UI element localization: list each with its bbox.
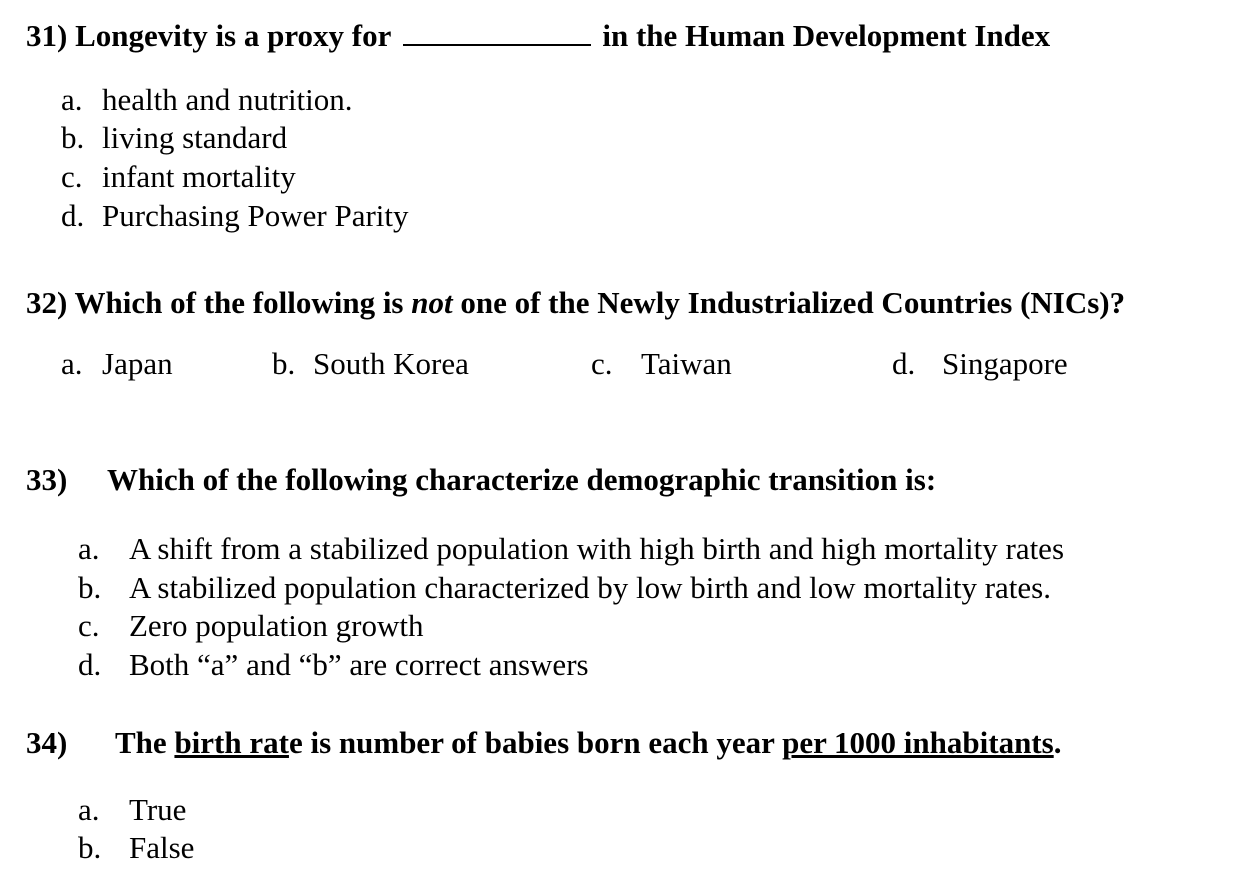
- option-letter: a.: [78, 792, 100, 827]
- option-letter: b.: [78, 570, 102, 605]
- question-31-title: [26, 20, 1050, 51]
- question-33-title: [26, 464, 936, 495]
- option-letter: d.: [78, 647, 102, 682]
- option-letter: d.: [892, 346, 916, 381]
- question-32-title: [26, 287, 1125, 318]
- answer-option[interactable]: [892, 348, 1068, 379]
- option-text: Singapore: [942, 346, 1068, 381]
- option-text: Taiwan: [641, 346, 732, 381]
- answer-option[interactable]: [61, 84, 353, 115]
- option-text: True: [129, 792, 187, 827]
- question-number: 32): [26, 285, 68, 320]
- option-letter: c.: [78, 608, 100, 643]
- option-text: Purchasing Power Parity: [102, 198, 409, 233]
- option-letter: a.: [78, 531, 100, 566]
- question-text: Which of the following characterize demographic transition is:: [107, 462, 937, 497]
- option-text: Japan: [102, 346, 173, 381]
- option-letter: a.: [61, 346, 83, 381]
- option-letter: d.: [61, 198, 85, 233]
- option-text: False: [129, 830, 195, 865]
- question-text: The: [115, 725, 167, 760]
- question-number: 31): [26, 18, 68, 53]
- option-text: Both “a” and “b” are correct answers: [129, 647, 589, 682]
- question-34-title: [26, 727, 1061, 758]
- question-text: one of the Newly Industrialized Countries (NICs)?: [460, 285, 1126, 320]
- question-text: Which of the following is: [74, 285, 404, 320]
- question-text: e is number of babies born each year: [288, 725, 775, 760]
- question-number: 33): [26, 462, 68, 497]
- question-number: 34): [26, 725, 68, 760]
- answer-option[interactable]: [78, 794, 186, 825]
- underlined-term: per 1000 inhabitants: [782, 725, 1054, 760]
- answer-option[interactable]: [272, 348, 469, 379]
- question-emphasis: not: [411, 285, 453, 320]
- answer-blank: [403, 43, 591, 46]
- option-letter: b.: [272, 346, 296, 381]
- option-text: living standard: [102, 120, 288, 155]
- option-letter: c.: [591, 346, 613, 381]
- answer-option[interactable]: [78, 610, 423, 641]
- option-letter: a.: [61, 82, 83, 117]
- option-letter: b.: [61, 120, 85, 155]
- option-text: infant mortality: [102, 159, 296, 194]
- question-text: .: [1053, 725, 1062, 760]
- question-text: Longevity is a proxy for: [75, 18, 391, 53]
- underlined-term: birth rat: [174, 725, 289, 760]
- answer-option[interactable]: [591, 348, 732, 379]
- answer-option[interactable]: [61, 161, 296, 192]
- option-letter: b.: [78, 830, 102, 865]
- option-text: A stabilized population characterized by low birth and low mortality rates.: [129, 570, 1051, 605]
- option-text: health and nutrition.: [102, 82, 353, 117]
- answer-option[interactable]: [78, 649, 589, 680]
- option-text: A shift from a stabilized population with high birth and high mortality rates: [129, 531, 1065, 566]
- option-letter: c.: [61, 159, 83, 194]
- answer-option[interactable]: [78, 572, 1051, 603]
- answer-option[interactable]: [78, 533, 1064, 564]
- answer-option[interactable]: [61, 200, 409, 231]
- answer-option[interactable]: [78, 832, 194, 863]
- option-text: South Korea: [313, 346, 469, 381]
- answer-option[interactable]: [61, 348, 173, 379]
- question-text: in the Human Development Index: [602, 18, 1051, 53]
- answer-option[interactable]: [61, 122, 287, 153]
- option-text: Zero population growth: [129, 608, 424, 643]
